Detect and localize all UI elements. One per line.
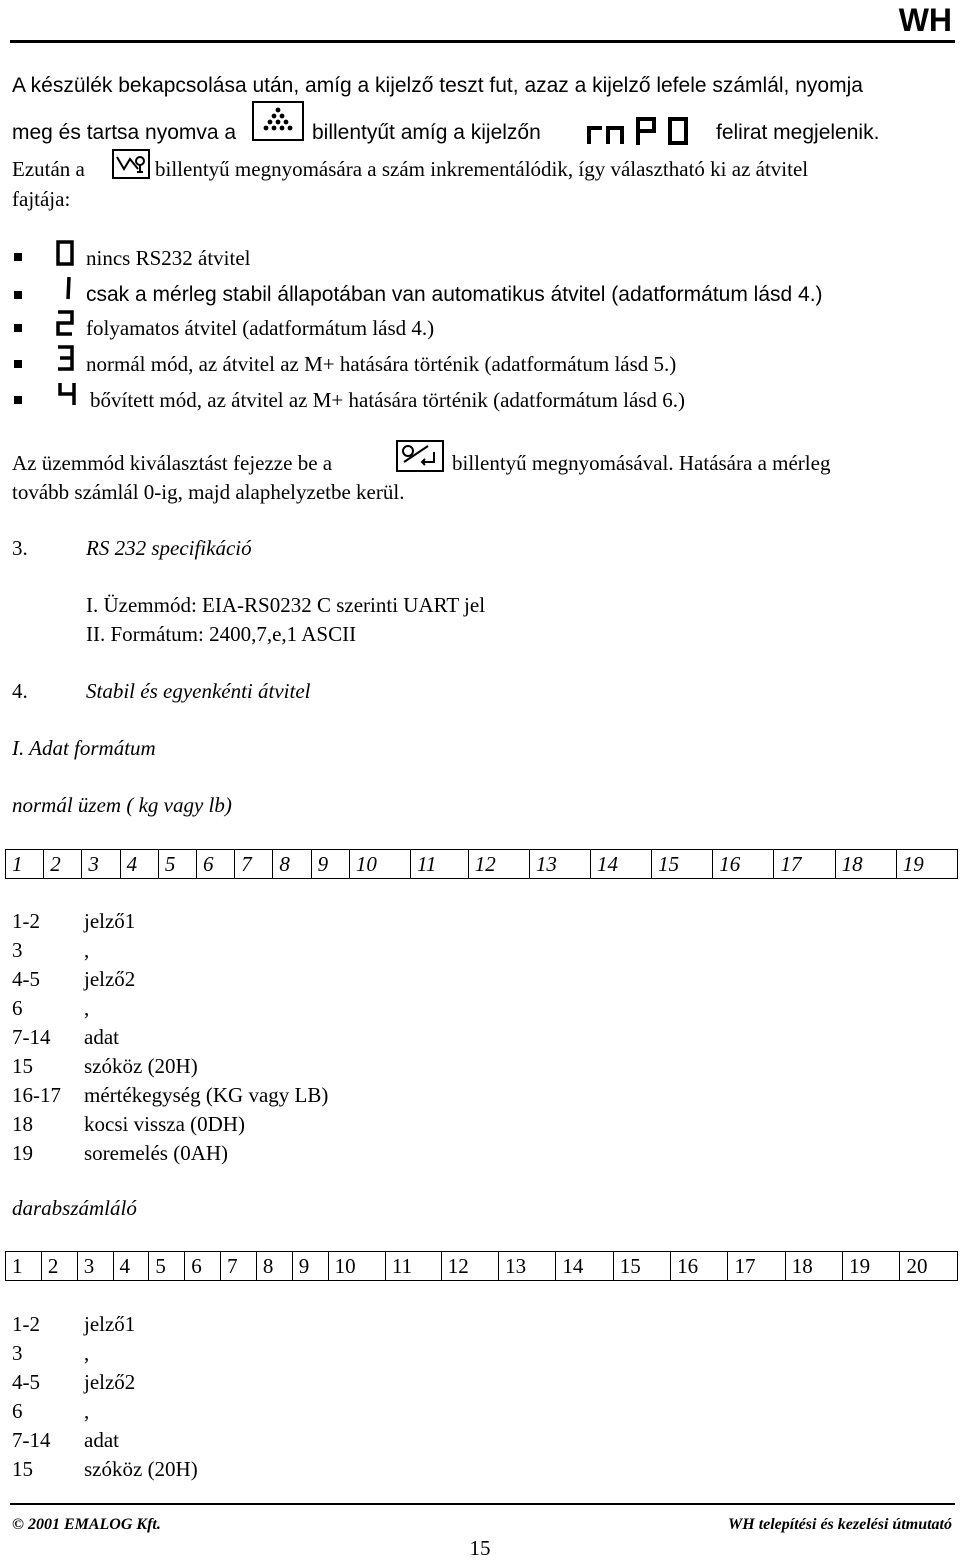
counter-mode-heading: darabszámláló — [12, 1196, 137, 1220]
counter-frame-table — [5, 1251, 958, 1281]
list-item — [12, 1023, 328, 1052]
table-cell: 13 — [499, 1252, 556, 1281]
def-position: 18 — [12, 1112, 33, 1136]
table-cell: 9 — [311, 850, 349, 879]
table-cell: 5 — [158, 850, 196, 879]
table-cell: 19 — [843, 1252, 900, 1281]
spec-format: II. Formátum: 2400,7,e,1 ASCII — [86, 622, 357, 646]
table-cell: 3 — [77, 1252, 113, 1281]
finish-line-1a: Az üzemmód kiválasztást fejezze be a — [12, 451, 333, 475]
table-cell: 8 — [273, 850, 311, 879]
list-item — [12, 1110, 328, 1139]
def-meaning: , — [84, 996, 90, 1020]
digit-3-icon — [55, 344, 75, 372]
intro-line-3a: Ezután a — [12, 157, 85, 181]
def-meaning: soremelés (0AH) — [84, 1141, 229, 1165]
mode-key-icon — [112, 149, 150, 179]
intro-line-2a: meg és tartsa nyomva a — [12, 121, 237, 144]
def-position: 1-2 — [12, 909, 40, 933]
option-1-text: csak a mérleg stabil állapotában van automatikus átvitel (adatformátum lásd 4.) — [86, 283, 823, 306]
enter-key-icon — [396, 440, 444, 472]
list-item — [12, 1081, 328, 1110]
def-meaning: , — [84, 938, 90, 962]
def-position: 15 — [12, 1054, 33, 1078]
def-position: 4-5 — [12, 1370, 40, 1394]
table-cell: 4 — [120, 850, 158, 879]
section-3-number: 3. — [12, 536, 28, 560]
table-cell: 10 — [328, 1252, 385, 1281]
digit-4-icon — [57, 380, 77, 408]
def-position: 7-14 — [12, 1025, 51, 1049]
list-item — [12, 1139, 328, 1168]
intro-line-3b: billentyű megnyomására a szám inkrementálódik, így választható ki az átvitel — [155, 157, 809, 181]
table-cell: 7 — [235, 850, 273, 879]
def-position: 1-2 — [12, 1312, 40, 1336]
table-cell: 5 — [149, 1252, 185, 1281]
digit-0-icon — [55, 239, 75, 267]
intro-line-1: A készülék bekapcsolása után, amíg a kijelző teszt fut, azaz a kijelző lefele számlál, nyomja — [12, 74, 863, 97]
option-0-text: nincs RS232 átvitel — [86, 246, 251, 270]
intro-line-4: fajtája: — [12, 187, 71, 211]
bullet-icon — [14, 253, 22, 261]
table-cell: 6 — [197, 850, 235, 879]
def-meaning: adat — [84, 1025, 119, 1049]
table-cell: 11 — [410, 850, 468, 879]
def-meaning: , — [84, 1399, 90, 1423]
def-position: 4-5 — [12, 967, 40, 991]
table-cell: 13 — [529, 850, 590, 879]
list-item — [12, 1310, 198, 1339]
bullet-icon — [14, 360, 22, 368]
def-meaning: , — [84, 1341, 90, 1365]
table-cell: 14 — [591, 850, 652, 879]
counter-defs-list — [12, 1310, 198, 1484]
table-cell: 9 — [292, 1252, 328, 1281]
def-position: 3 — [12, 1341, 23, 1365]
def-meaning: adat — [84, 1428, 119, 1452]
def-position: 19 — [12, 1141, 33, 1165]
footer-doc-title: WH telepítési és kezelési útmutató — [728, 1516, 952, 1533]
bullet-icon — [14, 291, 22, 299]
def-meaning: jelző1 — [84, 909, 136, 933]
list-item — [12, 1339, 198, 1368]
def-position: 6 — [12, 1399, 23, 1423]
bullet-icon — [14, 396, 22, 404]
option-4-text: bővített mód, az átvitel az M+ hatására történik (adatformátum lásd 6.) — [90, 388, 685, 412]
spec-mode: I. Üzemmód: EIA-RS0232 C szerinti UART jel — [86, 593, 486, 617]
table-cell: 19 — [896, 850, 957, 879]
footer-copyright: © 2001 EMALOG Kft. — [12, 1516, 161, 1533]
normal-defs-list — [12, 907, 328, 1168]
list-item — [12, 1397, 198, 1426]
def-position: 3 — [12, 938, 23, 962]
table-cell: 1 — [6, 1252, 42, 1281]
header-rule — [10, 40, 955, 43]
table-cell: 6 — [185, 1252, 221, 1281]
digit-2-icon — [55, 309, 75, 337]
option-2-text: folyamatos átvitel (adatformátum lásd 4.) — [86, 316, 435, 340]
table-cell: 7 — [221, 1252, 257, 1281]
list-item — [12, 994, 328, 1023]
table-cell: 12 — [468, 850, 529, 879]
table-cell: 14 — [556, 1252, 613, 1281]
section-3-title: RS 232 specifikáció — [86, 536, 252, 560]
def-position: 16-17 — [12, 1083, 61, 1107]
table-cell: 17 — [774, 850, 835, 879]
list-item — [12, 936, 328, 965]
intro-line-2b: billentyűt amíg a kijelzőn — [312, 121, 541, 144]
list-item — [12, 1052, 328, 1081]
subsection-title: I. Adat formátum — [12, 736, 156, 760]
table-cell: 16 — [671, 1252, 728, 1281]
table-cell: 10 — [349, 850, 410, 879]
display-rnp0-icon — [586, 116, 702, 146]
section-4-title: Stabil és egyenkénti átvitel — [86, 679, 311, 703]
normal-mode-heading: normál üzem ( kg vagy lb) — [12, 793, 232, 817]
option-3-text: normál mód, az átvitel az M+ hatására történik (adatformátum lásd 5.) — [86, 352, 677, 376]
brand-title: WH — [898, 2, 952, 38]
bullet-icon — [14, 324, 22, 332]
table-cell: 12 — [441, 1252, 498, 1281]
def-meaning: jelző2 — [84, 1370, 136, 1394]
table-cell: 20 — [900, 1252, 958, 1281]
def-meaning: szóköz (20H) — [84, 1457, 198, 1481]
table-cell: 15 — [652, 850, 713, 879]
finish-line-1b: billentyű megnyomásával. Hatására a mérleg — [452, 451, 831, 475]
list-item — [12, 965, 328, 994]
table-row — [6, 1252, 958, 1281]
table-cell: 11 — [385, 1252, 441, 1281]
table-cell: 2 — [44, 850, 82, 879]
table-row — [6, 850, 958, 879]
def-meaning: kocsi vissza (0DH) — [84, 1112, 245, 1136]
section-4-number: 4. — [12, 679, 28, 703]
def-position: 7-14 — [12, 1428, 51, 1452]
page-number: 15 — [469, 1536, 491, 1560]
table-cell: 2 — [41, 1252, 77, 1281]
table-cell: 3 — [82, 850, 120, 879]
footer-rule — [10, 1503, 955, 1505]
finish-line-2: tovább számlál 0-ig, majd alaphelyzetbe kerül. — [12, 480, 405, 504]
table-cell: 15 — [613, 1252, 670, 1281]
intro-line-2c: felirat megjelenik. — [716, 121, 880, 144]
list-item — [12, 907, 328, 936]
table-cell: 4 — [113, 1252, 149, 1281]
table-cell: 17 — [728, 1252, 785, 1281]
def-meaning: mértékegység (KG vagy LB) — [84, 1083, 329, 1107]
list-item — [12, 1368, 198, 1397]
table-cell: 16 — [713, 850, 774, 879]
def-meaning: jelző1 — [84, 1312, 136, 1336]
table-cell: 18 — [835, 850, 896, 879]
list-item — [12, 1455, 198, 1484]
table-cell: 1 — [6, 850, 44, 879]
def-position: 15 — [12, 1457, 33, 1481]
normal-frame-table — [5, 849, 958, 879]
def-position: 6 — [12, 996, 23, 1020]
table-cell: 8 — [256, 1252, 292, 1281]
tare-key-icon — [252, 101, 304, 141]
def-meaning: jelző2 — [84, 967, 136, 991]
table-cell: 18 — [785, 1252, 842, 1281]
digit-1-icon — [55, 274, 75, 302]
def-meaning: szóköz (20H) — [84, 1054, 198, 1078]
list-item — [12, 1426, 198, 1455]
